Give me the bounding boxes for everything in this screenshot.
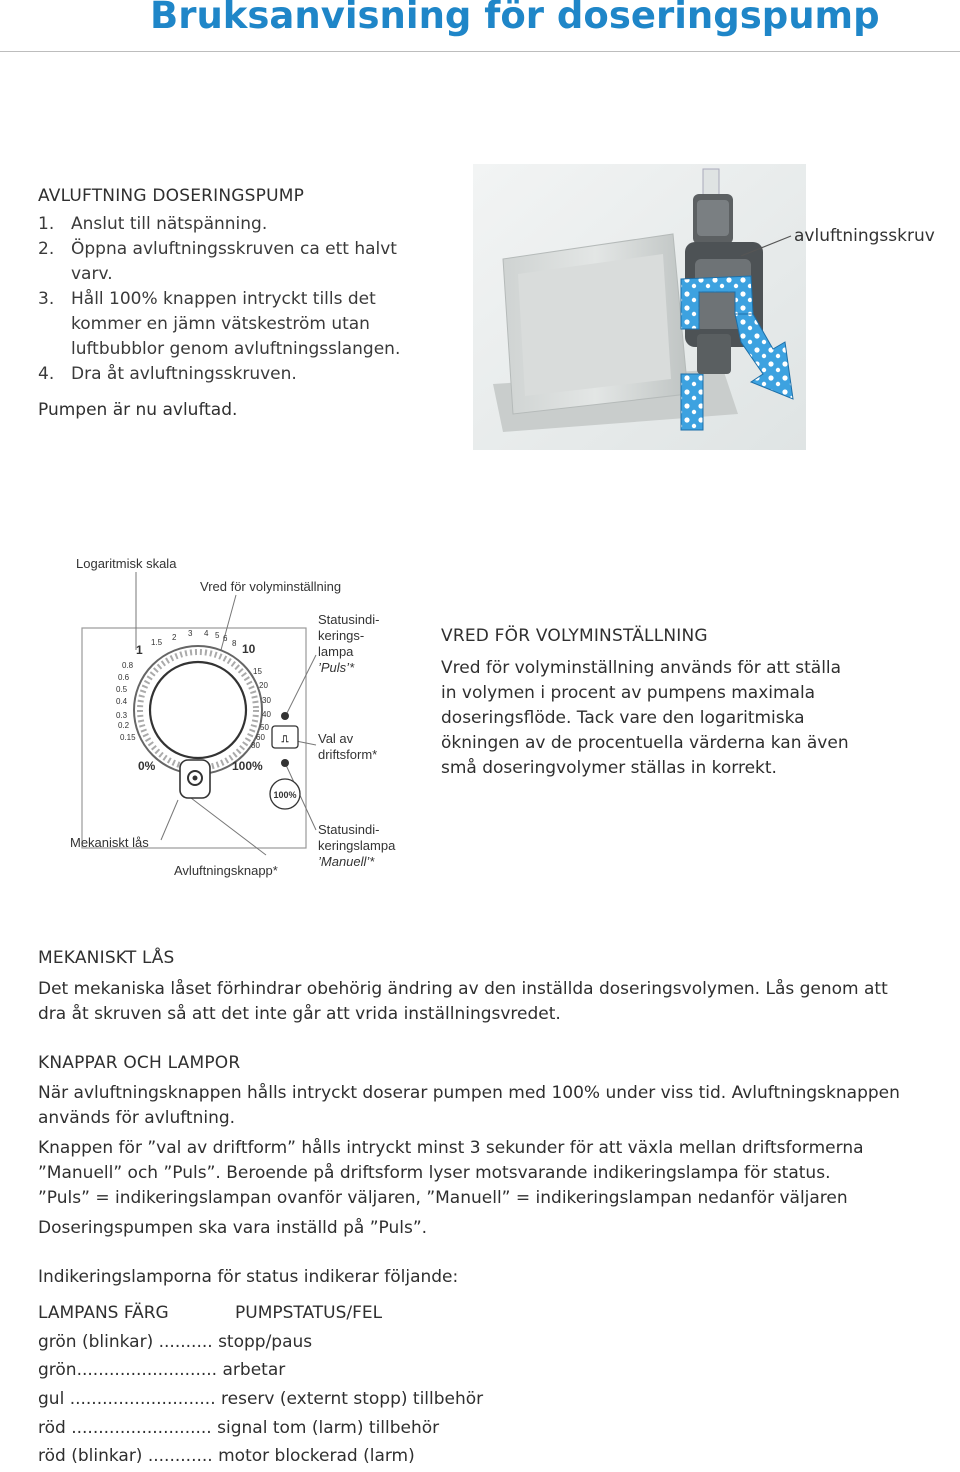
svg-text:⎍: ⎍ [281,734,289,745]
scale-tick: 2 [172,633,177,642]
status-row: grön.......................... arbetar [38,1360,286,1380]
scale-tick: 3 [188,629,193,638]
label-mode-1: Val av [318,731,354,746]
bleed-heading: AVLUFTNING DOSERINGSPUMP [38,186,305,206]
dial-figure [66,550,406,885]
scale-tick: 50 [260,723,269,732]
scale-tick: 15 [253,667,262,676]
lock-text: Det mekaniska låset förhindrar obehörig ändring av den inställda doseringsvolymen. Lås genom att dra åt skruven så att det inte går att vrida inställningsvredet. [38,979,888,1024]
label-status-puls-3: lampa [318,644,354,659]
scale-tick: 80 [251,741,260,750]
knob-text: Vred för volyminställning används för att ställa in volymen i procent av pumpens maximala doseringsflöde. Tack vare den logaritmiska ökningen av de procentuella värderna kan även små doseringvolymer ställas in korrekt. [441,658,849,778]
bleed-steps [38,212,416,387]
scale-tick: 0.8 [122,661,134,670]
title-divider [0,51,960,52]
scale-max-label: 100% [232,759,263,773]
scale-tick: 0.6 [118,673,130,682]
status-row: grön (blinkar) .......... stopp/paus [38,1332,313,1352]
status-header-row [38,1301,382,1326]
status-row: gul ........................... reserv (externt stopp) tillbehör [38,1389,484,1409]
knob-heading: VRED FÖR VOLYMINSTÄLLNING [441,626,708,646]
scale-tick: 0.3 [116,711,128,720]
label-status-puls-2: kerings- [318,628,365,643]
scale-tick: 60 [256,733,265,742]
col-color-header: LAMPANS FÄRG [38,1303,169,1323]
bleed-footer: Pumpen är nu avluftad. [38,400,238,420]
scale-tick: 0.4 [116,697,128,706]
label-status-puls-1: Statusindi- [318,612,380,627]
buttons-heading: KNAPPAR OCH LAMPOR [38,1053,241,1073]
status-row: röd .......................... signal tom (larm) tillbehör [38,1418,440,1438]
label-status-manual-2: keringslampa [318,838,396,853]
label-status-manual-3: ’Manuell’* [318,854,375,869]
bleed-screw-label: avluftningsskruv [794,226,935,246]
label-status-puls-4: ’Puls’* [318,660,355,675]
bleed-step: 3. Håll 100% knappen intryckt tills det kommer en jämn vätskeström utan luftbubblor genom avluftningsslangen. [38,289,401,359]
label-log-scale: Logaritmisk skala [76,556,177,571]
label-status-manual-1: Statusindi- [318,822,380,837]
scale-tick: 8 [232,639,237,648]
pump-photo [473,164,806,450]
label-lock: Mekaniskt lås [70,835,149,850]
scale-tick: 1 [136,643,143,657]
scale-tick: 30 [262,696,271,705]
col-status-header: PUMPSTATUS/FEL [235,1303,383,1323]
bleed-step: 2. Öppna avluftningsskruven ca ett halvt varv. [38,239,397,284]
scale-tick: 5 [215,631,220,640]
scale-tick: 6 [223,634,228,643]
page-title: Bruksanvisning för doseringspump [150,0,880,37]
scale-tick: 10 [242,642,256,656]
scale-tick: 0.5 [116,685,128,694]
scale-tick: 1.5 [151,638,163,647]
scale-tick: 40 [262,710,271,719]
hundred-percent-button-label: 100% [273,790,297,800]
label-bleed-button: Avluftningsknapp* [174,863,278,878]
buttons-text-a: När avluftningsknappen hålls intryckt doserar pumpen med 100% under viss tid. Avluftningsknappen används för avluftning. [38,1083,900,1128]
buttons-note: Doseringspumpen ska vara inställd på ”Puls”. [38,1218,428,1238]
scale-tick: 4 [204,629,209,638]
scale-tick: 20 [259,681,268,690]
label-mode-2: driftsform* [318,747,378,762]
bleed-step: 1. Anslut till nätspänning. [38,214,268,234]
scale-tick: 0.2 [118,721,130,730]
scale-min-label: 0% [138,759,156,773]
buttons-text-b: Knappen för ”val av driftform” hålls intryckt minst 3 sekunder för att växla mellan driftsformerna ”Manuell” och ”Puls”. Beroende på driftsform lyser motsvarande indikeringslampa för status. ”Puls” = indikeringslampan ovanför väljaren, ”Manuell” = indikeringslampan nedanför väljaren [38,1138,864,1208]
lock-heading: MEKANISKT LÅS [38,948,175,968]
scale-tick: 0.15 [120,733,136,742]
bleed-step: 4. Dra åt avluftningsskruven. [38,364,297,384]
status-intro: Indikeringslamporna för status indikerar följande: [38,1267,459,1287]
status-row: röd (blinkar) ............ motor blockerad (larm) [38,1446,415,1466]
label-knob: Vred för volyminställning [200,579,342,594]
